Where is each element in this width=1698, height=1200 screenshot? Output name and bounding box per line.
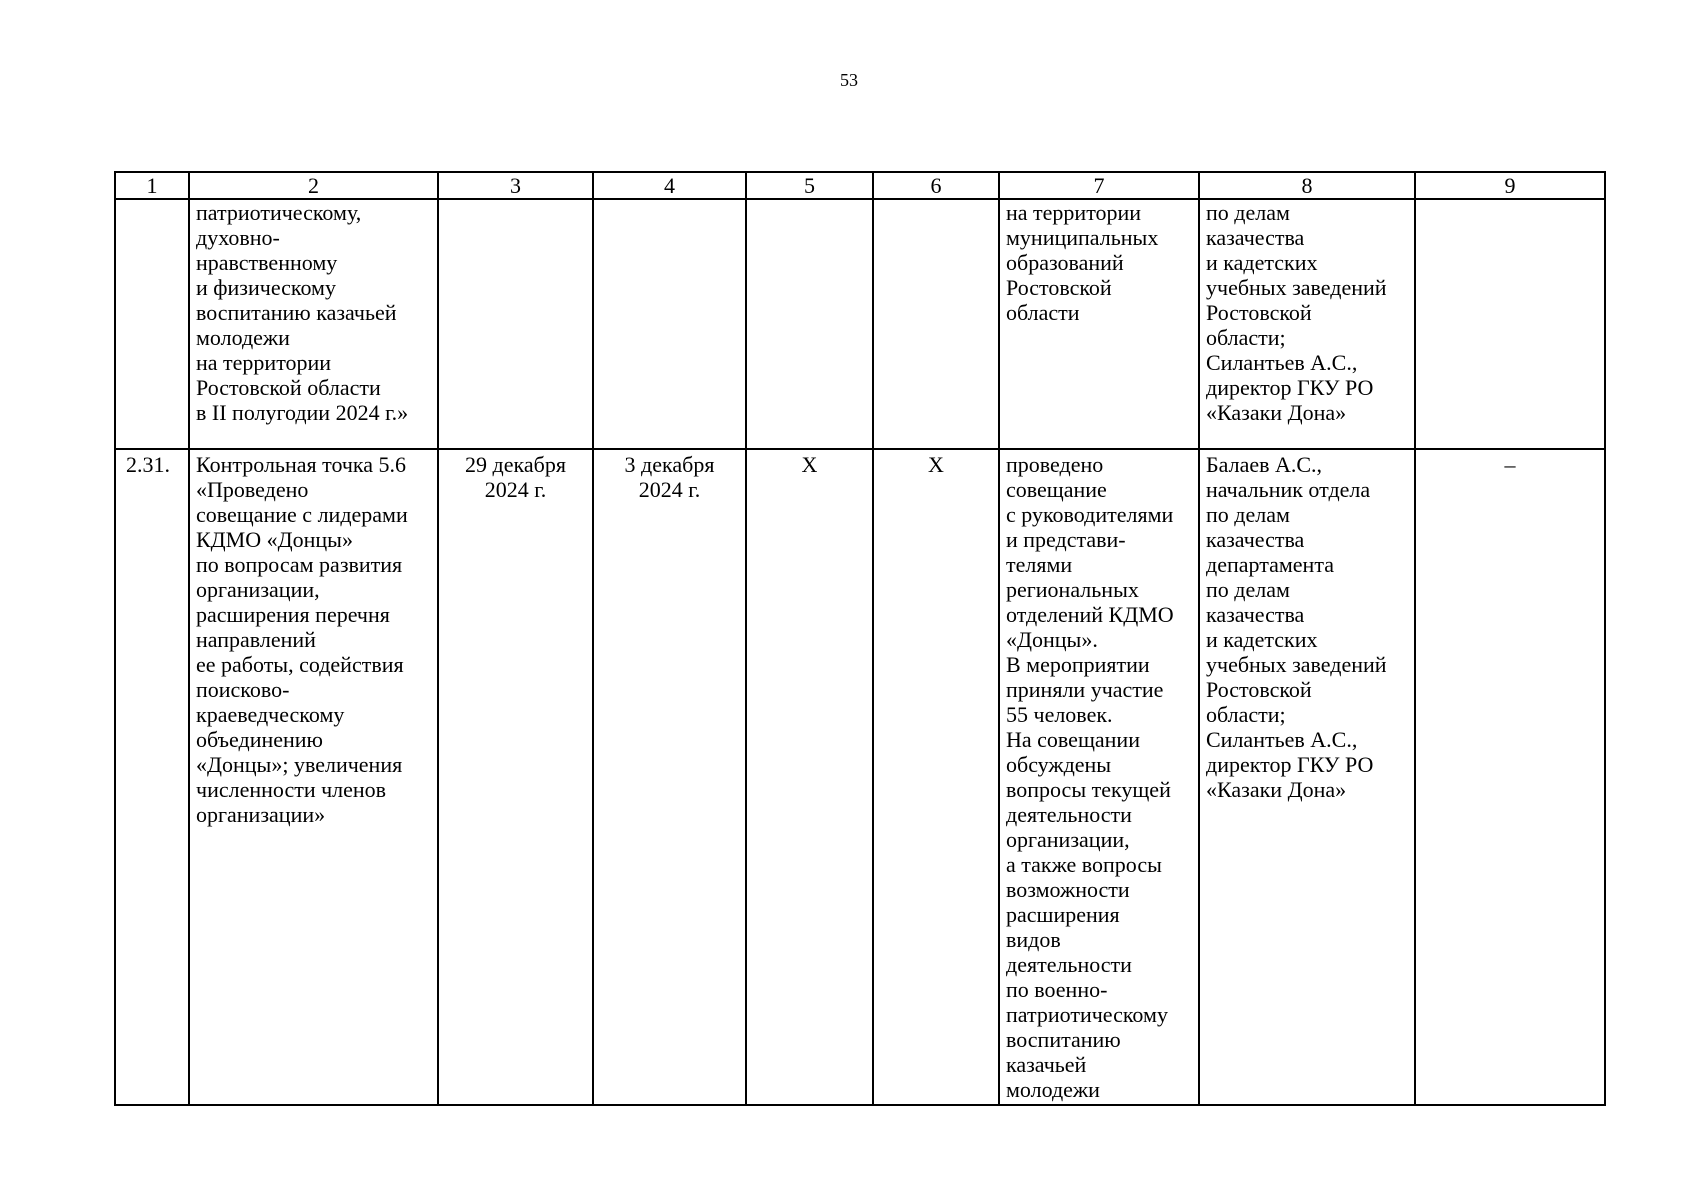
planned-date-cell — [438, 199, 593, 449]
report-table — [114, 171, 1606, 1106]
column-header-4: 4 — [593, 172, 746, 199]
responsible-cell: Балаев А.С., начальник отдела по делам казачества департамента по делам казачества и кадетских учебных заведений Ростовской области; Силантьев А.С., директор ГКУ РО «Казаки Дона» — [1199, 449, 1415, 1105]
table-header-row — [115, 172, 1605, 199]
column-5-cell: X — [746, 449, 873, 1105]
page-number: 53 — [840, 70, 858, 90]
column-header-2: 2 — [189, 172, 438, 199]
column-header-9: 9 — [1415, 172, 1605, 199]
event-name-cell: патриотическому, духовно- нравственному и физическому воспитанию казачьей молодежи на территории Ростовской области в II полугодии 2024 г.» — [189, 199, 438, 449]
result-cell: проведено совещание с руководителями и представи- телями региональных отделений КДМО «Донцы». В мероприятии приняли участие 55 человек. На совещании обсуждены вопросы текущей деятельности организации, а также вопросы возможности расширения видов деятельности по военно- патриотическому воспитанию казачьей молодежи — [999, 449, 1199, 1105]
planned-date-cell: 29 декабря 2024 г. — [438, 449, 593, 1105]
responsible-cell: по делам казачества и кадетских учебных заведений Ростовской области; Силантьев А.С., директор ГКУ РО «Казаки Дона» — [1199, 199, 1415, 449]
event-name-cell: Контрольная точка 5.6 «Проведено совещание с лидерами КДМО «Донцы» по вопросам развития организации, расширения перечня направлений ее работы, содействия поисково- краеведческому объединению «Донцы»; увеличения численности членов организации» — [189, 449, 438, 1105]
table-row — [115, 449, 1605, 1105]
column-6-cell: X — [873, 449, 999, 1105]
actual-date-cell — [593, 199, 746, 449]
row-number-cell — [115, 199, 189, 449]
column-header-8: 8 — [1199, 172, 1415, 199]
column-header-1: 1 — [115, 172, 189, 199]
result-cell: на территории муниципальных образований Ростовской области — [999, 199, 1199, 449]
column-header-5: 5 — [746, 172, 873, 199]
table-row — [115, 199, 1605, 449]
note-cell: – — [1415, 449, 1605, 1105]
column-6-cell — [873, 199, 999, 449]
column-header-6: 6 — [873, 172, 999, 199]
column-header-3: 3 — [438, 172, 593, 199]
column-header-7: 7 — [999, 172, 1199, 199]
note-cell — [1415, 199, 1605, 449]
column-5-cell — [746, 199, 873, 449]
row-number-cell: 2.31. — [115, 449, 189, 1105]
actual-date-cell: 3 декабря 2024 г. — [593, 449, 746, 1105]
